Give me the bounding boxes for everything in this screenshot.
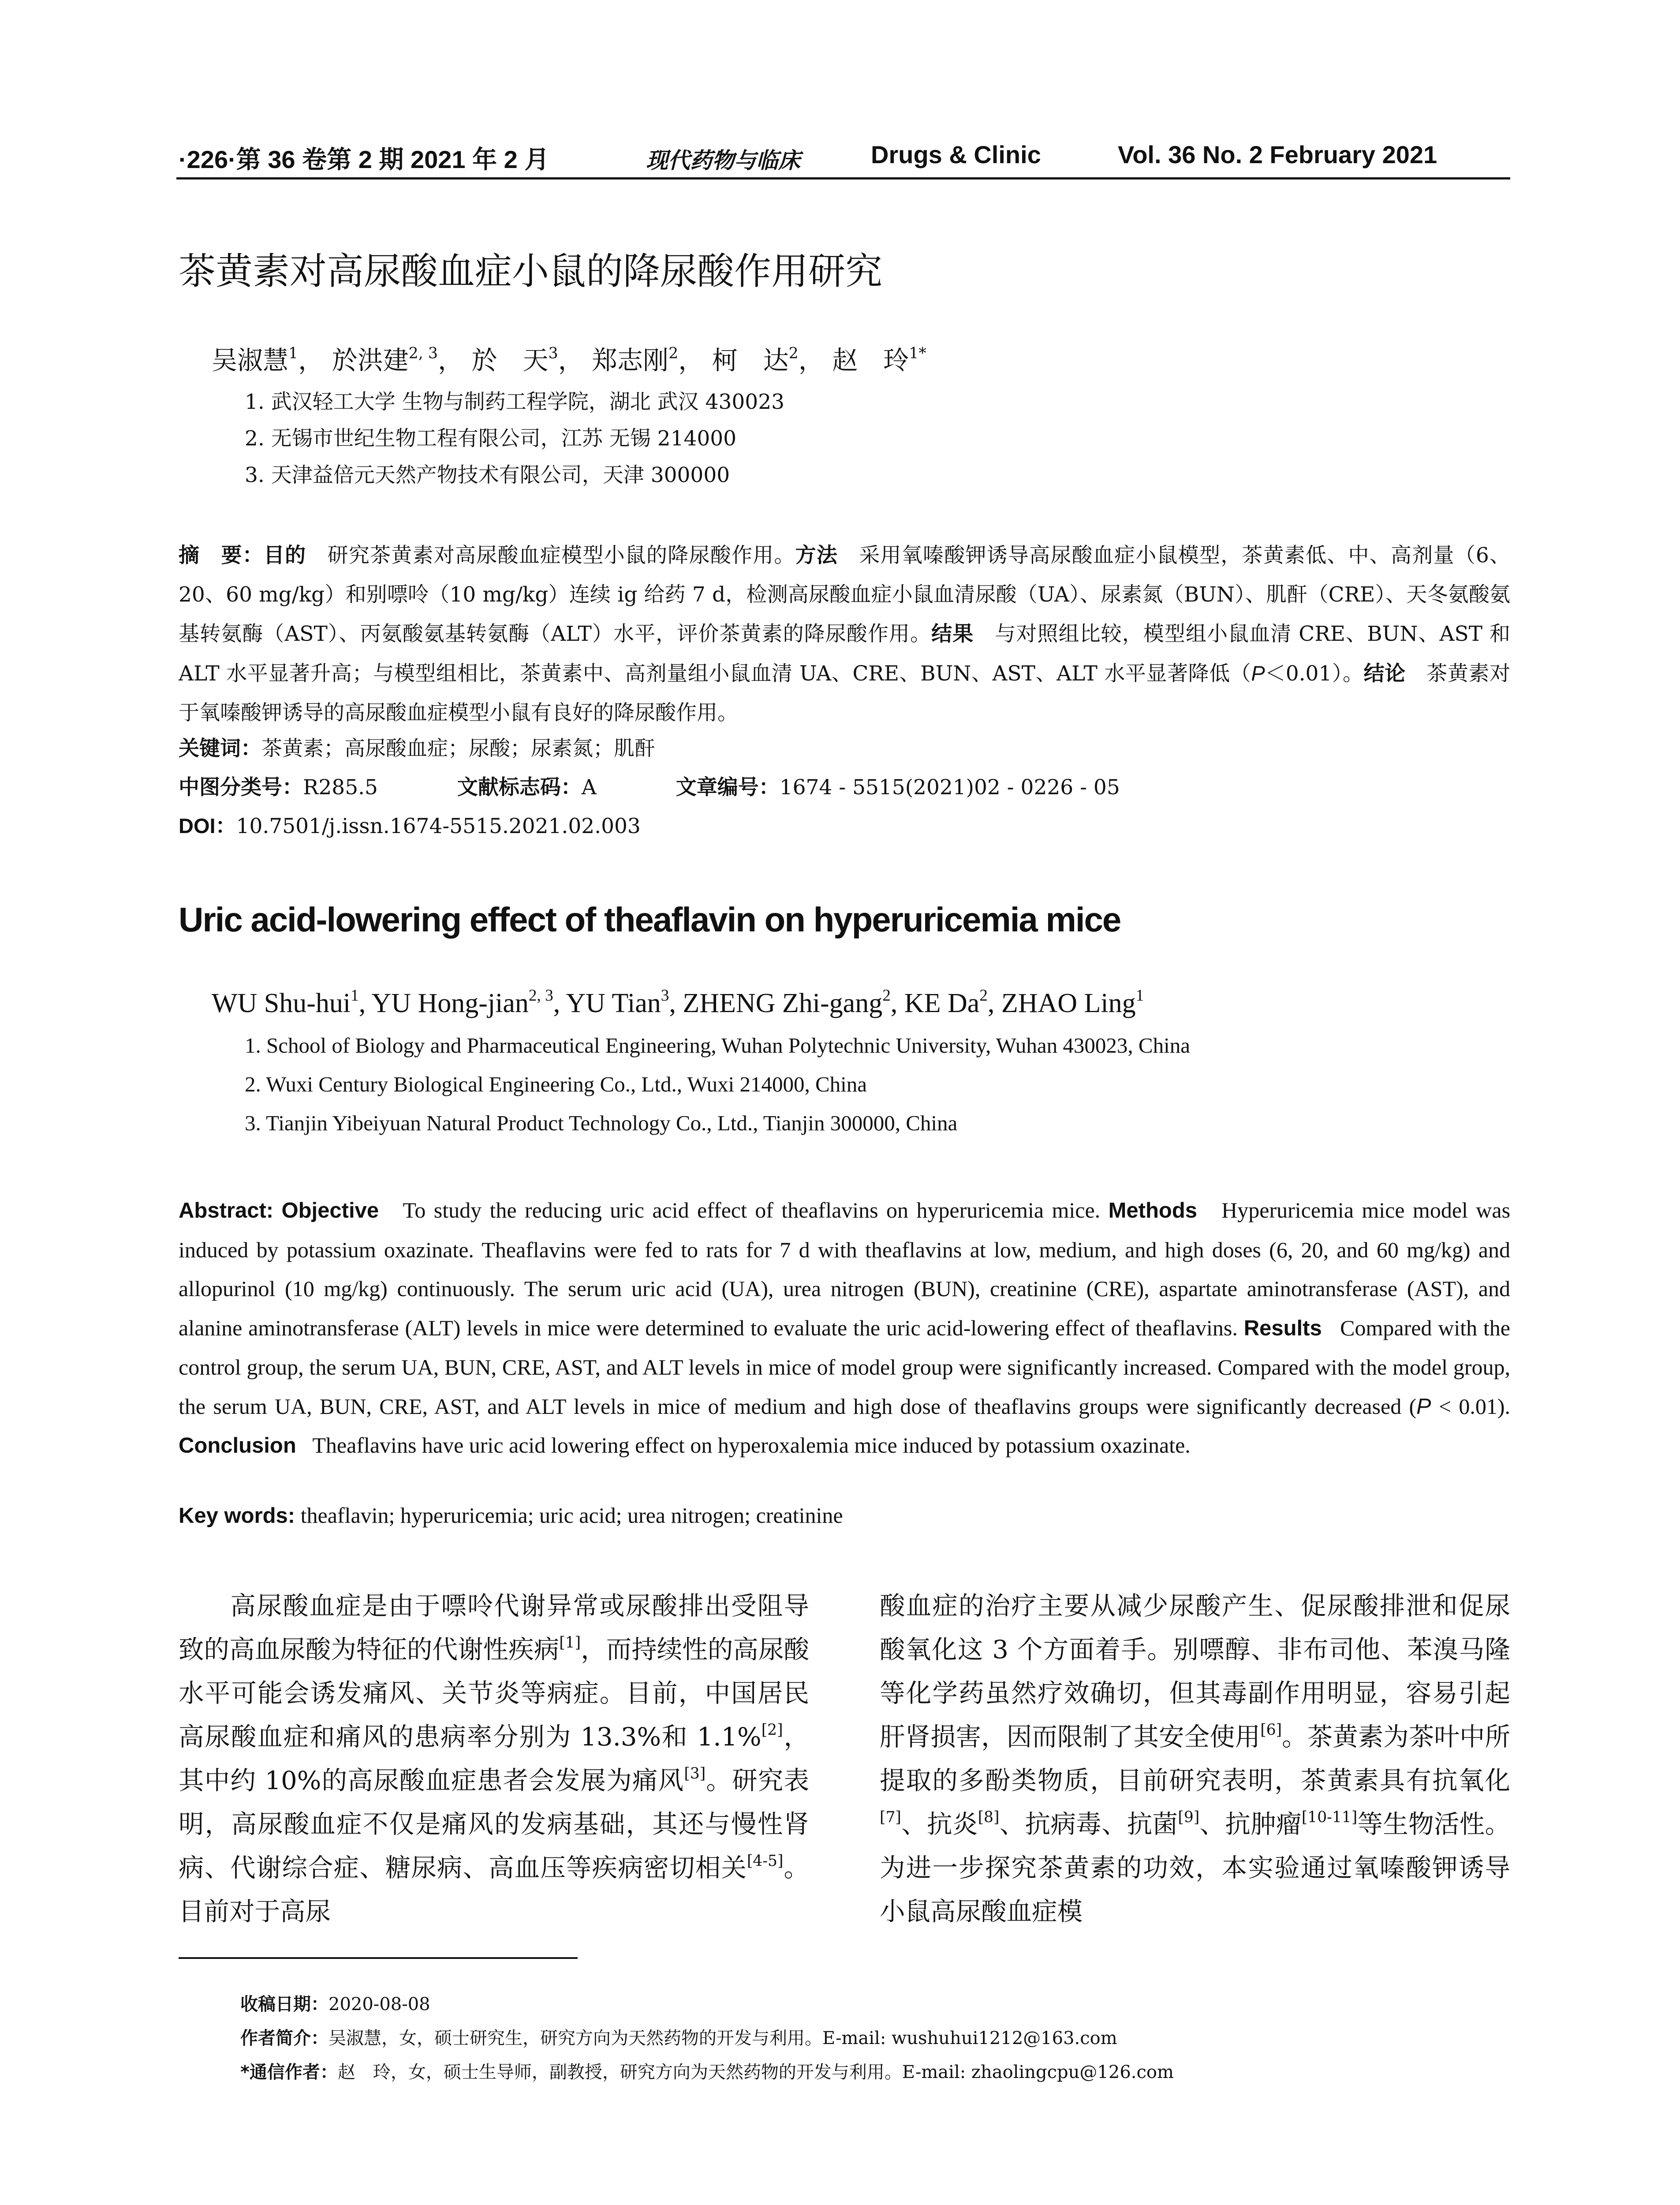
author-affiliation-mark: 2 — [788, 344, 799, 363]
author-name: ZHAO Ling — [1001, 988, 1136, 1018]
citation-ref[interactable]: [1] — [559, 1633, 581, 1652]
results-text-end: ＜0.01）。 — [1265, 662, 1364, 686]
methods-text: 采用氧嗪酸钾诱导高尿酸血症小鼠模型，茶黄素低、中、高剂量（6、20、60 mg/kg）和别嘌呤（10 mg/kg）连续 ig 给药 7 d，检测高尿酸血症小鼠血清尿酸（UA）、尿素氮（BUN）、肌酐（CRE）、天冬氨酸氨基转氨酶（AST）、丙氨酸氨基转氨酶（ALT）水平，评价茶黄素的降尿酸作用。 — [179, 543, 1511, 646]
author-name: WU Shu-hui — [212, 988, 351, 1018]
received-label: 收稿日期： — [240, 1994, 329, 2014]
author-name: 吴淑慧 — [212, 345, 289, 375]
affiliation-cn-1: 1. 武汉轻工大学 生物与制药工程学院，湖北 武汉 430023 — [245, 390, 785, 414]
body-text: 高尿酸血症是由于嘌呤代谢异常或尿酸排出受阻导致的高血尿酸为特征的代谢性疾病 — [179, 1591, 809, 1664]
journal-name-en: Drugs & Clinic — [871, 141, 1041, 168]
abstract-cn — [179, 536, 1510, 733]
body-text: 酸血症的治疗主要从减少尿酸产生、促尿酸排泄和促尿酸氧化这 3 个方面着手。别嘌醇、非布司他、苯溴马隆等化学药虽然疗效确切，但其毒副作用明显，容易引起肝肾损害，因而限制了其安全使用 — [880, 1591, 1510, 1752]
author-affiliation-mark: 3 — [661, 986, 669, 1005]
body-text: 、抗炎 — [901, 1809, 978, 1839]
author-name: 郑志刚 — [592, 345, 669, 375]
keywords-label: 关键词： — [179, 736, 261, 761]
author-affiliation-mark: 2, 3 — [408, 344, 438, 363]
classification-line — [179, 771, 1120, 800]
volume-info: Vol. 36 No. 2 February 2021 — [1118, 141, 1437, 168]
conclusion-label: 结论 — [1363, 662, 1406, 686]
author-affiliation-mark: 1 — [1135, 986, 1144, 1005]
author-bio-text: 吴淑慧，女，硕士研究生，研究方向为天然药物的开发与利用。E-mail: wushuhui1212@163.com — [329, 2028, 1117, 2048]
body-column-right — [880, 1584, 1510, 1933]
author-name: 於 天 — [471, 345, 549, 375]
results-text: 与对照组比较，模型组小鼠血清 CRE、BUN、AST 和 ALT 水平显著升高；与模型组相比，茶黄素中、高剂量组小鼠血清 UA、CRE、BUN、AST、ALT 水平显著降低（ — [179, 622, 1511, 686]
results-text-end: < 0.01). — [1431, 1394, 1510, 1419]
p-value-symbol: P — [1251, 662, 1265, 685]
header-rule — [176, 177, 1510, 179]
abstract-label: 摘 要： — [179, 543, 264, 568]
author-name: YU Hong-jian — [371, 988, 529, 1018]
objective-text: 研究茶黄素对高尿酸血症模型小鼠的降尿酸作用。 — [327, 543, 795, 568]
article-number-label: 文章编号： — [676, 775, 780, 800]
page-info: ·226·第 36 卷第 2 期 2021 年 2 月 — [179, 146, 549, 173]
objective-label: Objective — [281, 1199, 379, 1222]
affiliation-cn-2: 2. 无锡市世纪生物工程有限公司，江苏 无锡 214000 — [245, 426, 737, 451]
results-text: Compared with the control group, the serum UA, BUN, CRE, AST, and ALT levels in mice of model group were significantly increased. Compared with the model group, the serum UA, BUN, CRE, AST, and ALT levels in mice of medium and high dose of theaflavins groups were significantly decreased ( — [179, 1315, 1511, 1419]
citation-ref[interactable]: [7] — [880, 1808, 901, 1826]
doi-label: DOI： — [179, 814, 236, 837]
keywords-label: Key words: — [179, 1504, 295, 1528]
body-text: 等生物活性。为进一步探究茶黄素的功效，本实验通过氧嗪酸钾诱导小鼠高尿酸血症模 — [880, 1809, 1511, 1926]
article-title-en: Uric acid-lowering effect of theaflavin on hyperuricemia mice — [179, 900, 1121, 939]
results-label: 结果 — [931, 622, 974, 646]
authors-en: WU Shu-hui$^1$, YU Hong-jian$^{2, 3}$, YU Tian$^3$, ZHENG Zhi-gang$^2$, KE Da$^2$, ZHAO Ling$^1$ — [212, 986, 1144, 1018]
footnote-corresponding — [240, 2058, 1174, 2083]
body-text: 。研究表明，高尿酸血症不仅是痛风的发病基础，其还与慢性肾病、代谢综合症、糖尿病、高血压等疾病密切相关 — [179, 1766, 809, 1883]
methods-text: Hyperuricemia mice model was induced by potassium oxazinate. Theaflavins were fed to rats for 7 d with theaflavins at low, medium, and high doses (6, 20, and 60 mg/kg) and allopurinol (10 mg/kg) continuously. The serum uric acid (UA), urea nitrogen (BUN), creatinine (CRE), aspartate aminotransferase (AST), and alanine aminotransferase (ALT) levels in mice were determined to evaluate the uric acid-lowering effect of theaflavins. — [179, 1198, 1511, 1340]
objective-text: To study the reducing uric acid effect of theaflavins on hyperuricemia mice. — [403, 1198, 1101, 1222]
results-label: Results — [1243, 1316, 1322, 1340]
footnote-received — [240, 1990, 430, 2015]
author-affiliation-mark: 2, 3 — [528, 986, 553, 1005]
clc-label: 中图分类号： — [179, 775, 303, 800]
running-header — [179, 140, 1501, 180]
authors-cn: 吴淑慧$^1$， 於洪建$^{2, 3}$， 於 天$^3$， 郑志刚$^2$， 柯 达$^2$， 赵 玲$^{1*}$ — [212, 344, 926, 375]
conclusion-text: 茶黄素对于氧嗪酸钾诱导的高尿酸血症模型小鼠有良好的降尿酸作用。 — [179, 662, 1511, 725]
doc-code-value: A — [581, 775, 597, 800]
body-text: ，而持续性的高尿酸水平可能会诱发痛风、关节炎等病症。目前，中国居民高尿酸血症和痛风的患病率分别为 13.3%和 1.1% — [179, 1635, 809, 1752]
keywords-text: theaflavin; hyperuricemia; uric acid; urea nitrogen; creatinine — [300, 1503, 843, 1528]
journal-name-cn: 现代药物与临床 — [646, 147, 800, 173]
author-affiliation-mark: 2 — [668, 344, 679, 363]
author-affiliation-mark: 3 — [548, 344, 558, 363]
conclusion-text: Theaflavins have uric acid lowering effect on hyperoxalemia mice induced by potassium oxazinate. — [312, 1433, 1191, 1458]
citation-ref[interactable]: [4-5] — [747, 1852, 784, 1870]
author-name: 赵 玲 — [832, 345, 909, 375]
methods-label: Methods — [1108, 1199, 1198, 1222]
p-value-symbol: P — [1416, 1394, 1431, 1419]
clc-value: R285.5 — [303, 775, 378, 800]
citation-ref[interactable]: [8] — [978, 1808, 1000, 1826]
affiliation-en-3: 3. Tianjin Yibeiyuan Natural Product Technology Co., Ltd., Tianjin 300000, China — [245, 1111, 958, 1135]
keywords-cn — [179, 732, 655, 762]
footnote-rule — [179, 1957, 578, 1959]
author-name: YU Tian — [566, 988, 661, 1018]
body-text: 、抗病毒、抗菌 — [999, 1809, 1178, 1839]
body-text: 。茶黄素为茶叶中所提取的多酚类物质，目前研究表明，茶黄素具有抗氧化 — [880, 1722, 1510, 1795]
abstract-label: Abstract: — [179, 1199, 274, 1222]
author-affiliation-mark: 1 — [288, 344, 299, 363]
doi-line — [179, 810, 641, 839]
methods-label: 方法 — [795, 543, 838, 568]
footnote-author — [240, 2024, 1117, 2049]
author-name: 於洪建 — [332, 345, 409, 375]
citation-ref[interactable]: [2] — [761, 1721, 783, 1739]
body-text: ，其中约 10%的高尿酸血症患者会发展为痛风 — [179, 1722, 809, 1795]
author-name: ZHENG Zhi-gang — [683, 988, 883, 1018]
article-number-value: 1674 - 5515(2021)02 - 0226 - 05 — [779, 775, 1120, 800]
abstract-en — [179, 1191, 1510, 1465]
doc-code-label: 文献标志码： — [457, 775, 582, 800]
affiliation-en-1: 1. School of Biology and Pharmaceutical Engineering, Wuhan Polytechnic University, Wuhan 430023, China — [245, 1033, 1190, 1058]
corresponding-text: 赵 玲，女，硕士生导师，副教授，研究方向为天然药物的开发与利用。E-mail: zhaolingcpu@126.com — [337, 2062, 1174, 2082]
author-affiliation-mark: 1 — [351, 986, 359, 1005]
body-text: 。目前对于高尿 — [179, 1853, 810, 1926]
author-name: KE Da — [904, 988, 980, 1018]
conclusion-label: Conclusion — [179, 1434, 296, 1458]
author-affiliation-mark: 2 — [882, 986, 891, 1005]
received-date: 2020-08-08 — [329, 1994, 430, 2014]
affiliation-en-2: 2. Wuxi Century Biological Engineering Co., Ltd., Wuxi 214000, China — [245, 1072, 867, 1096]
objective-label: 目的 — [263, 543, 306, 568]
citation-ref[interactable]: [9] — [1178, 1808, 1200, 1826]
author-bio-label: 作者简介： — [240, 2028, 329, 2048]
citation-ref[interactable]: [3] — [684, 1764, 706, 1783]
affiliation-cn-3: 3. 天津益倍元天然产物技术有限公司，天津 300000 — [245, 463, 730, 487]
citation-ref[interactable]: [6] — [1260, 1721, 1282, 1739]
body-text: 、抗肿瘤 — [1199, 1809, 1302, 1839]
keywords-en — [179, 1502, 843, 1528]
citation-ref[interactable]: [10-11] — [1301, 1808, 1358, 1826]
doi-link[interactable]: 10.7501/j.issn.1674-5515.2021.02.003 — [236, 814, 641, 838]
author-affiliation-mark: 2 — [979, 986, 988, 1005]
article-title-cn: 茶黄素对高尿酸血症小鼠的降尿酸作用研究 — [179, 250, 883, 293]
author-name: 柯 达 — [712, 345, 789, 375]
keywords-text: 茶黄素；高尿酸血症；尿酸；尿素氮；肌酐 — [261, 736, 655, 761]
author-affiliation-mark: 1* — [909, 344, 926, 363]
corresponding-label: *通信作者： — [240, 2062, 338, 2082]
body-column-left — [179, 1584, 809, 1933]
